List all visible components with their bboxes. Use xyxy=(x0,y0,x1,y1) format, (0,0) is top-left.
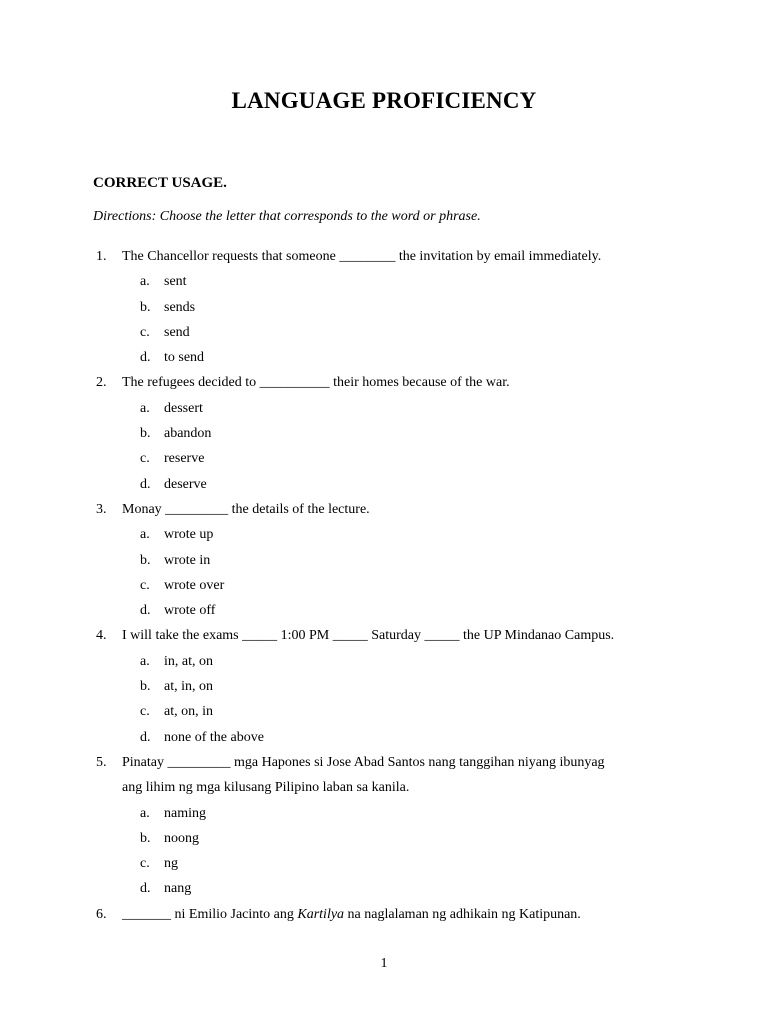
choice-text: nang xyxy=(164,881,192,897)
choice-letter: a. xyxy=(140,805,150,821)
choice-text: none of the above xyxy=(164,729,264,745)
choice-item xyxy=(0,345,768,370)
choice-item xyxy=(0,446,768,471)
choice-item xyxy=(0,801,768,826)
choice-item xyxy=(0,598,768,623)
choice-letter: d. xyxy=(140,476,151,492)
question-text-segment: _______ ni Emilio Jacinto ang xyxy=(122,906,298,922)
question-number: 1. xyxy=(96,249,107,264)
choice-letter: d. xyxy=(140,881,151,897)
choice-item xyxy=(0,876,768,901)
question-text-segment: Monay _________ the details of the lecture. xyxy=(122,501,370,517)
choice-item xyxy=(0,548,768,573)
choice-item xyxy=(0,396,768,421)
choice-letter: c. xyxy=(140,577,150,593)
question-line xyxy=(0,370,768,395)
choice-text: to send xyxy=(164,350,205,366)
choice-text: sends xyxy=(164,299,196,315)
choice-text: ng xyxy=(164,856,178,872)
choice-text: wrote over xyxy=(164,577,225,593)
choice-letter: b. xyxy=(140,679,151,695)
question-item xyxy=(0,902,768,927)
choice-item xyxy=(0,826,768,851)
question-number: 2. xyxy=(96,375,107,391)
question-line xyxy=(0,623,768,648)
choice-letter: d. xyxy=(140,729,151,745)
question-item xyxy=(0,370,768,496)
page-number: 1 xyxy=(380,956,388,971)
choice-text: send xyxy=(164,324,190,340)
question-item xyxy=(0,497,768,623)
choice-text: noong xyxy=(164,830,199,846)
choice-text: naming xyxy=(164,805,206,821)
choice-letter: a. xyxy=(140,653,150,669)
choice-item xyxy=(0,674,768,699)
choice-text: deserve xyxy=(164,476,207,492)
question-text-italic: Kartilya xyxy=(297,906,345,922)
choice-letter: b. xyxy=(140,830,151,846)
choice-text: in, at, on xyxy=(164,653,213,669)
choice-text: at, on, in xyxy=(164,704,213,720)
choice-text: wrote up xyxy=(164,527,214,543)
question-text xyxy=(122,750,605,775)
choice-letter: b. xyxy=(140,426,151,442)
question-item xyxy=(0,244,768,370)
question-line xyxy=(0,244,768,269)
question-text-segment: na naglalaman ng adhikain ng Katipunan. xyxy=(344,906,581,922)
choice-item xyxy=(0,573,768,598)
question-text-segment: The Chancellor requests that someone ________ the invitation by email immediately. xyxy=(122,249,602,264)
choice-letter: b. xyxy=(140,552,151,568)
directions-text: Directions: Choose the letter that corresponds to the word or phrase. xyxy=(93,209,481,224)
choice-text: reserve xyxy=(164,451,205,467)
question-number: 6. xyxy=(96,906,107,922)
choice-text: dessert xyxy=(164,400,203,416)
choice-item xyxy=(0,472,768,497)
question-line xyxy=(0,750,768,775)
choice-letter: d. xyxy=(140,603,151,619)
choice-letter: d. xyxy=(140,350,151,366)
choice-letter: b. xyxy=(140,299,151,315)
question-number: 5. xyxy=(96,754,107,770)
question-text xyxy=(122,902,581,927)
choice-text: wrote in xyxy=(164,552,211,568)
choice-letter: c. xyxy=(140,856,150,872)
choice-letter: a. xyxy=(140,527,150,543)
choice-text: at, in, on xyxy=(164,679,213,695)
question-text-segment: ang lihim ng mga kilusang Pilipino laban sa kanila. xyxy=(122,780,410,796)
choice-letter: c. xyxy=(140,704,150,720)
choice-text: abandon xyxy=(164,426,212,442)
choice-item xyxy=(0,725,768,750)
question-number: 3. xyxy=(96,501,107,517)
question-line xyxy=(0,902,768,927)
question-item xyxy=(0,623,768,749)
question-text-segment: I will take the exams _____ 1:00 PM _____ Saturday _____ the UP Mindanao Campus. xyxy=(122,628,615,644)
question-item xyxy=(0,750,768,902)
question-text-segment: The refugees decided to __________ their homes because of the war. xyxy=(122,375,510,391)
choice-text: sent xyxy=(164,274,187,290)
question-list xyxy=(0,244,768,927)
question-text xyxy=(122,244,601,269)
choice-item xyxy=(0,295,768,320)
question-text xyxy=(122,623,614,648)
choice-item xyxy=(0,269,768,294)
question-text xyxy=(122,497,370,522)
question-text-segment: Pinatay _________ mga Hapones si Jose Abad Santos nang tanggihan niyang ibunyag xyxy=(122,754,605,770)
choice-item xyxy=(0,421,768,446)
choice-item xyxy=(0,522,768,547)
section-heading: CORRECT USAGE. xyxy=(93,175,227,191)
choice-item xyxy=(0,851,768,876)
question-text xyxy=(122,370,510,395)
choice-text: wrote off xyxy=(164,603,216,619)
choice-item xyxy=(0,649,768,674)
choice-letter: c. xyxy=(140,324,150,340)
choice-letter: a. xyxy=(140,400,150,416)
choice-item xyxy=(0,699,768,724)
question-line xyxy=(0,775,768,800)
question-line xyxy=(0,497,768,522)
choice-letter: a. xyxy=(140,274,150,290)
question-number: 4. xyxy=(96,628,107,644)
choice-letter: c. xyxy=(140,451,150,467)
choice-item xyxy=(0,320,768,345)
question-text xyxy=(122,775,409,800)
page-title: LANGUAGE PROFICIENCY xyxy=(231,88,537,113)
